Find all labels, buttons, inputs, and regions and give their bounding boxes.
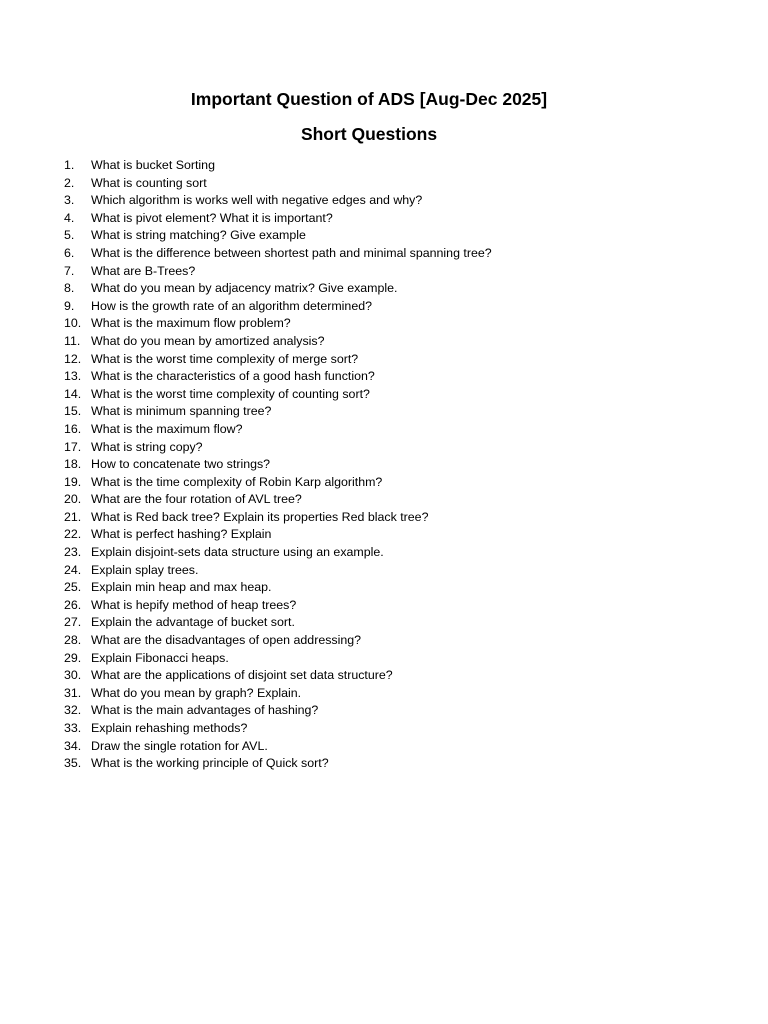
question-text: What is bucket Sorting <box>91 158 215 172</box>
question-text: What is string copy? <box>91 439 203 454</box>
question-text: Which algorithm is works well with negative edges and why? <box>91 193 423 208</box>
question-text: What are the four rotation of AVL tree? <box>91 492 302 507</box>
question-number: 27. <box>64 615 82 630</box>
question-text: What is the worst time complexity of counting sort? <box>91 386 370 401</box>
question-text: What is pivot element? What it is important? <box>91 210 333 225</box>
question-number: 17. <box>64 439 82 454</box>
question-number: 23. <box>64 545 82 560</box>
question-text: Explain disjoint-sets data structure using an example. <box>91 545 384 560</box>
question-text: What is the working principle of Quick sort? <box>91 756 329 771</box>
list-item <box>60 738 710 756</box>
question-number: 1. <box>64 158 75 172</box>
question-number: 16. <box>64 421 82 436</box>
question-text: Explain splay trees. <box>91 562 199 577</box>
question-text: What is the difference between shortest path and minimal spanning tree? <box>91 245 492 260</box>
section-heading: Short Questions <box>300 124 438 144</box>
list-item <box>60 491 710 509</box>
question-text: Explain rehashing methods? <box>91 721 248 735</box>
list-item <box>60 439 710 457</box>
question-number: 33. <box>64 721 82 735</box>
question-number: 28. <box>64 633 82 648</box>
list-item <box>60 579 710 597</box>
question-text: What is hepify method of heap trees? <box>91 597 297 612</box>
list-item <box>60 720 710 738</box>
list-item <box>60 192 710 210</box>
question-number: 10. <box>64 316 82 331</box>
question-number: 15. <box>64 404 82 419</box>
question-text: Explain the advantage of bucket sort. <box>91 615 295 630</box>
list-item <box>60 667 710 685</box>
list-item <box>60 562 710 580</box>
question-text: What is perfect hashing? Explain <box>91 527 272 542</box>
question-number: 31. <box>64 685 82 700</box>
document-title: Important Question of ADS [Aug-Dec 2025] <box>190 89 548 109</box>
question-number: 24. <box>64 562 82 577</box>
question-text: What is string matching? Give example <box>91 228 306 243</box>
question-text: What are the applications of disjoint set data structure? <box>91 668 393 683</box>
question-text: Draw the single rotation for AVL. <box>91 738 268 753</box>
question-number: 2. <box>64 175 75 190</box>
question-text: Explain Fibonacci heaps. <box>91 650 229 665</box>
list-item <box>60 157 710 175</box>
question-text: What do you mean by amortized analysis? <box>91 333 325 348</box>
list-item <box>60 403 710 421</box>
question-text: What is minimum spanning tree? <box>91 404 272 419</box>
question-number: 18. <box>64 457 82 472</box>
question-text: What do you mean by graph? Explain. <box>91 685 302 700</box>
question-text: What is the worst time complexity of merge sort? <box>91 351 359 366</box>
list-item <box>60 298 710 316</box>
question-text: Explain min heap and max heap. <box>91 580 272 595</box>
list-item <box>60 509 710 527</box>
question-number: 13. <box>64 369 82 384</box>
question-number: 26. <box>64 597 82 612</box>
list-item <box>60 333 710 351</box>
list-item <box>60 755 710 773</box>
question-number: 3. <box>64 193 75 208</box>
question-number: 11. <box>64 333 81 348</box>
list-item <box>60 702 710 720</box>
question-number: 25. <box>64 580 82 595</box>
list-item <box>60 227 710 245</box>
question-number: 6. <box>64 245 75 260</box>
question-number: 12. <box>64 351 82 366</box>
list-item <box>60 210 710 228</box>
question-number: 34. <box>64 738 82 753</box>
question-number: 29. <box>64 650 82 665</box>
list-item <box>60 526 710 544</box>
list-item <box>60 386 710 404</box>
question-number: 19. <box>64 474 82 489</box>
list-item <box>60 351 710 369</box>
question-number: 35. <box>64 756 82 771</box>
question-text: What is the maximum flow problem? <box>91 316 291 331</box>
question-number: 20. <box>64 492 82 507</box>
question-text: What is the time complexity of Robin Karp algorithm? <box>91 474 383 489</box>
list-item <box>60 263 710 281</box>
list-item <box>60 175 710 193</box>
list-item <box>60 421 710 439</box>
list-item <box>60 474 710 492</box>
list-item <box>60 632 710 650</box>
question-text: What is the maximum flow? <box>91 421 243 436</box>
question-text: What is counting sort <box>91 175 207 190</box>
list-item <box>60 597 710 615</box>
question-number: 7. <box>64 263 75 278</box>
question-text: What is the main advantages of hashing? <box>91 703 319 718</box>
question-text: What is Red back tree? Explain its properties Red black tree? <box>91 509 429 524</box>
question-number: 22. <box>64 527 82 542</box>
list-item <box>60 544 710 562</box>
question-text: What are B-Trees? <box>91 263 196 278</box>
question-list <box>60 157 710 773</box>
question-number: 21. <box>64 509 82 524</box>
question-number: 4. <box>64 210 75 225</box>
list-item <box>60 614 710 632</box>
question-text: How is the growth rate of an algorithm determined? <box>91 298 372 313</box>
question-text: How to concatenate two strings? <box>91 457 271 472</box>
question-text: What is the characteristics of a good hash function? <box>91 369 375 384</box>
question-number: 14. <box>64 386 82 401</box>
question-text: What do you mean by adjacency matrix? Give example. <box>91 281 398 296</box>
question-number: 32. <box>64 703 82 718</box>
list-item <box>60 280 710 298</box>
list-item <box>60 368 710 386</box>
question-number: 9. <box>64 298 75 313</box>
question-number: 30. <box>64 668 82 683</box>
question-text: What are the disadvantages of open addressing? <box>91 633 362 648</box>
list-item <box>60 650 710 668</box>
question-number: 5. <box>64 228 75 243</box>
question-number: 8. <box>64 281 75 296</box>
list-item <box>60 685 710 703</box>
list-item <box>60 456 710 474</box>
list-item <box>60 315 710 333</box>
list-item <box>60 245 710 263</box>
